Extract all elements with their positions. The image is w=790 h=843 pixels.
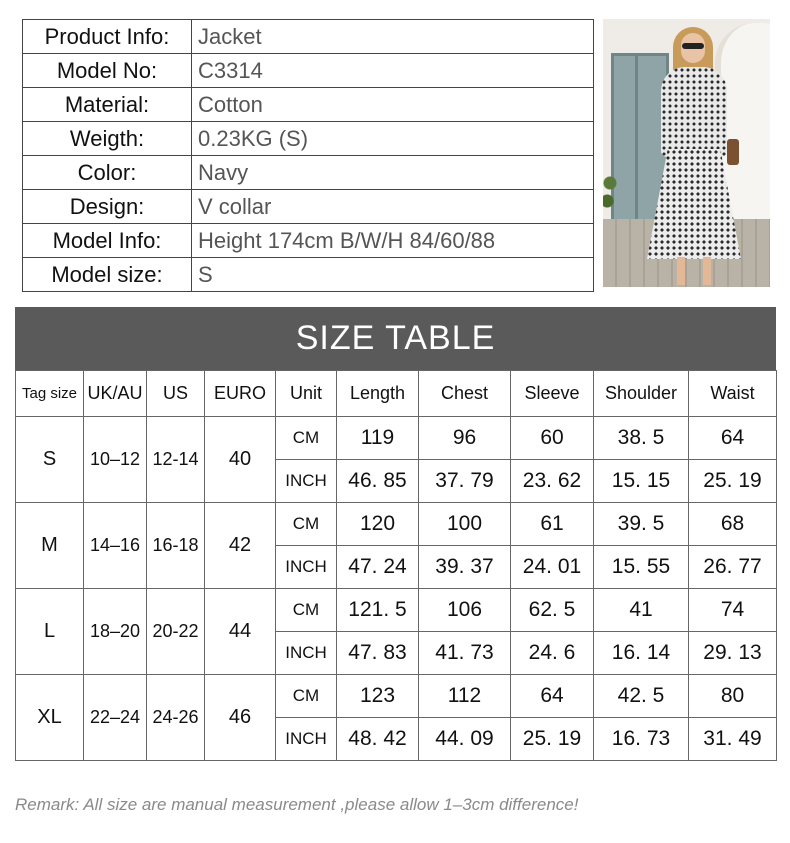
tag-size-cell: S [16, 417, 84, 503]
product-info-row [23, 258, 594, 292]
chest-cell: 112 [419, 675, 511, 718]
tag-size-cell: XL [16, 675, 84, 761]
size-table-header-cell: Length [337, 371, 419, 417]
waist-cell: 64 [689, 417, 777, 460]
shoulder-cell: 16. 14 [594, 632, 689, 675]
uk-au-cell: 22–24 [84, 675, 147, 761]
unit-cell: CM [276, 675, 337, 718]
length-cell: 123 [337, 675, 419, 718]
product-info-value: Cotton [192, 88, 594, 122]
chest-cell: 100 [419, 503, 511, 546]
product-info-value: Height 174cm B/W/H 84/60/88 [192, 224, 594, 258]
sleeve-cell: 62. 5 [511, 589, 594, 632]
product-info-label: Model Info: [23, 224, 192, 258]
model-leg-right [703, 257, 711, 285]
product-info-value: 0.23KG (S) [192, 122, 594, 156]
product-info-value: C3314 [192, 54, 594, 88]
us-cell: 12-14 [147, 417, 205, 503]
product-info-label: Model size: [23, 258, 192, 292]
size-table-section [15, 307, 776, 761]
photo-door-split [635, 53, 638, 223]
uk-au-cell: 14–16 [84, 503, 147, 589]
chest-cell: 37. 79 [419, 460, 511, 503]
size-table-header-cell: Chest [419, 371, 511, 417]
length-cell: 47. 83 [337, 632, 419, 675]
size-table-header-cell: US [147, 371, 205, 417]
model-photo [603, 19, 770, 287]
shoulder-cell: 42. 5 [594, 675, 689, 718]
length-cell: 120 [337, 503, 419, 546]
shoulder-cell: 41 [594, 589, 689, 632]
model-leg-left [677, 257, 685, 285]
photo-plant [603, 159, 617, 219]
waist-cell: 80 [689, 675, 777, 718]
unit-cell: INCH [276, 546, 337, 589]
remark-note: Remark: All size are manual measurement ,please allow 1–3cm difference! [15, 795, 579, 814]
product-info-value: Navy [192, 156, 594, 190]
chest-cell: 44. 09 [419, 718, 511, 761]
product-info-label: Color: [23, 156, 192, 190]
length-cell: 119 [337, 417, 419, 460]
length-cell: 121. 5 [337, 589, 419, 632]
chest-cell: 96 [419, 417, 511, 460]
waist-cell: 31. 49 [689, 718, 777, 761]
product-info-row [23, 156, 594, 190]
size-row-l-cm [16, 589, 777, 632]
unit-cell: INCH [276, 718, 337, 761]
shoulder-cell: 38. 5 [594, 417, 689, 460]
size-table-header-cell: EURO [205, 371, 276, 417]
waist-cell: 74 [689, 589, 777, 632]
unit-cell: INCH [276, 632, 337, 675]
length-cell: 46. 85 [337, 460, 419, 503]
product-info-label: Model No: [23, 54, 192, 88]
unit-cell: CM [276, 589, 337, 632]
chest-cell: 41. 73 [419, 632, 511, 675]
size-row-m-cm [16, 503, 777, 546]
shoulder-cell: 15. 55 [594, 546, 689, 589]
unit-cell: CM [276, 417, 337, 460]
chest-cell: 106 [419, 589, 511, 632]
shoulder-cell: 39. 5 [594, 503, 689, 546]
size-row-xl-cm [16, 675, 777, 718]
product-info-value: Jacket [192, 20, 594, 54]
unit-cell: CM [276, 503, 337, 546]
us-cell: 20-22 [147, 589, 205, 675]
size-table [15, 370, 777, 761]
model-dress-top [661, 67, 727, 157]
uk-au-cell: 10–12 [84, 417, 147, 503]
product-info-value: S [192, 258, 594, 292]
uk-au-cell: 18–20 [84, 589, 147, 675]
model-bag [727, 139, 739, 165]
euro-cell: 44 [205, 589, 276, 675]
euro-cell: 40 [205, 417, 276, 503]
product-info-row [23, 122, 594, 156]
us-cell: 16-18 [147, 503, 205, 589]
length-cell: 48. 42 [337, 718, 419, 761]
product-info-row [23, 88, 594, 122]
sleeve-cell: 24. 01 [511, 546, 594, 589]
model-sunglasses [682, 43, 704, 49]
product-info-row [23, 20, 594, 54]
shoulder-cell: 16. 73 [594, 718, 689, 761]
size-table-header-cell: Waist [689, 371, 777, 417]
size-row-s-cm [16, 417, 777, 460]
sleeve-cell: 24. 6 [511, 632, 594, 675]
product-info-row [23, 224, 594, 258]
waist-cell: 26. 77 [689, 546, 777, 589]
tag-size-cell: L [16, 589, 84, 675]
sleeve-cell: 23. 62 [511, 460, 594, 503]
product-info-table [22, 19, 594, 292]
unit-cell: INCH [276, 460, 337, 503]
product-info-label: Weigth: [23, 122, 192, 156]
size-table-title: SIZE TABLE [15, 307, 776, 370]
sleeve-cell: 25. 19 [511, 718, 594, 761]
us-cell: 24-26 [147, 675, 205, 761]
product-info-label: Material: [23, 88, 192, 122]
size-table-body [16, 417, 777, 761]
waist-cell: 68 [689, 503, 777, 546]
waist-cell: 25. 19 [689, 460, 777, 503]
product-info-row [23, 54, 594, 88]
size-table-header-cell: UK/AU [84, 371, 147, 417]
chest-cell: 39. 37 [419, 546, 511, 589]
product-info-body [23, 20, 594, 292]
euro-cell: 46 [205, 675, 276, 761]
waist-cell: 29. 13 [689, 632, 777, 675]
product-info-label: Product Info: [23, 20, 192, 54]
size-table-header-cell: Sleeve [511, 371, 594, 417]
size-table-header-cell: Shoulder [594, 371, 689, 417]
size-table-header-cell: Tag size [16, 371, 84, 417]
shoulder-cell: 15. 15 [594, 460, 689, 503]
product-info-value: V collar [192, 190, 594, 224]
product-info-row [23, 190, 594, 224]
size-table-header-cell: Unit [276, 371, 337, 417]
euro-cell: 42 [205, 503, 276, 589]
size-table-header-row [16, 371, 777, 417]
sleeve-cell: 60 [511, 417, 594, 460]
sleeve-cell: 64 [511, 675, 594, 718]
length-cell: 47. 24 [337, 546, 419, 589]
sleeve-cell: 61 [511, 503, 594, 546]
tag-size-cell: M [16, 503, 84, 589]
product-info-label: Design: [23, 190, 192, 224]
